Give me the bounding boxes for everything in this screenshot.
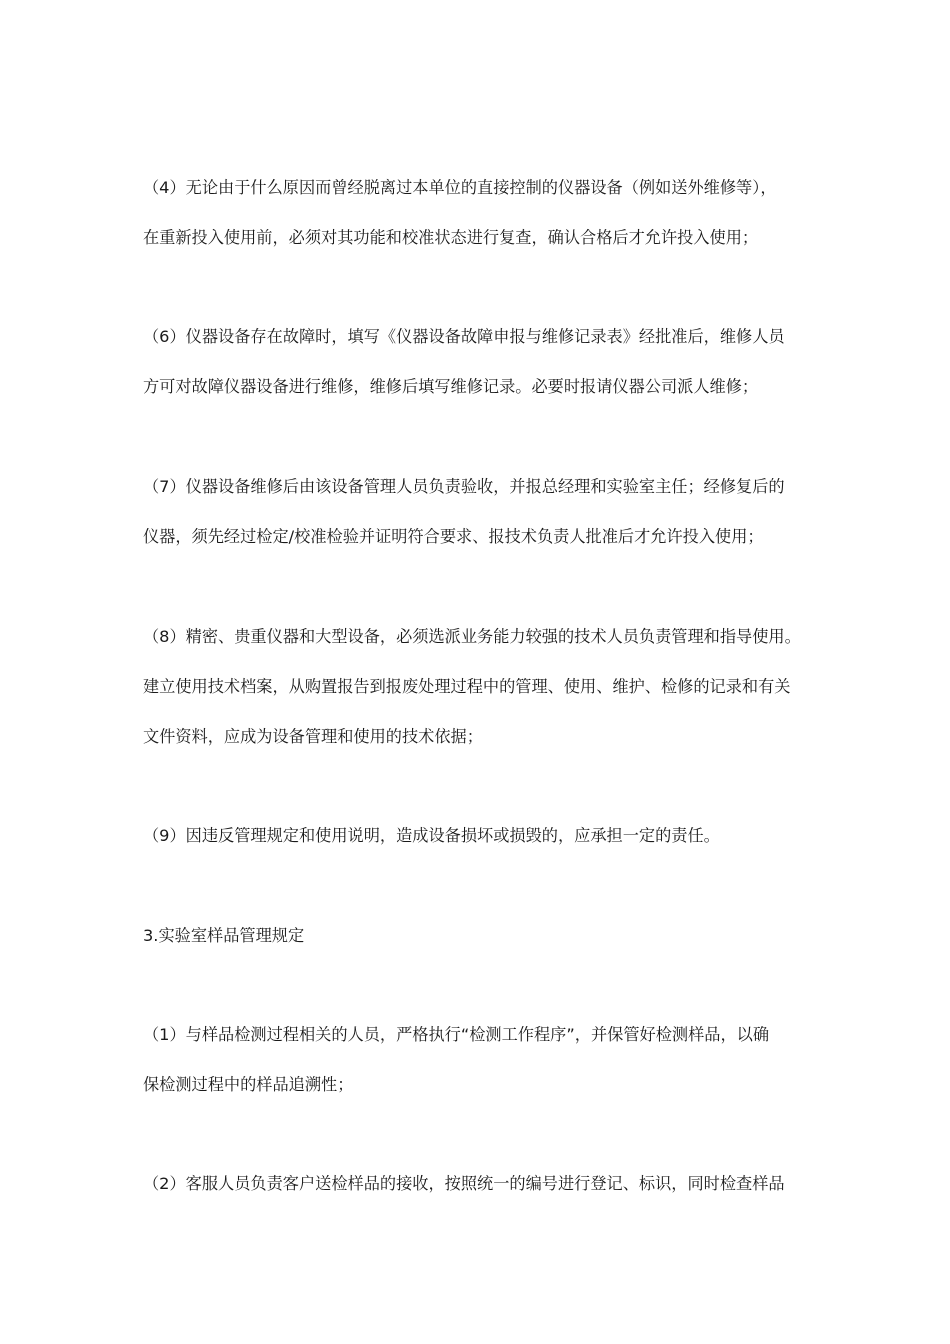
section-heading: 3.实验室样品管理规定 [143,926,305,945]
sample-rule-2-line-1: （2）客服人员负责客户送检样品的接收，按照统一的编号进行登记、标识，同时检查样品 [143,1174,785,1193]
paragraph-6-line-2: 方可对故障仪器设备进行维修，维修后填写维修记录。必要时报请仪器公司派人维修； [143,377,759,396]
paragraph-8-line-1: （8）精密、贵重仪器和大型设备，必须选派业务能力较强的技术人员负责管理和指导使用。 [143,627,801,646]
paragraph-7-line-2: 仪器，须先经过检定/校准检验并证明符合要求、报技术负责人批准后才允许投入使用； [143,527,764,546]
paragraph-9-line-1: （9）因违反管理规定和使用说明，造成设备损坏或损毁的，应承担一定的责任。 [143,826,720,845]
paragraph-7-line-1: （7）仪器设备维修后由该设备管理人员负责验收，并报总经理和实验室主任；经修复后的 [143,477,785,496]
paragraph-8-line-3: 文件资料，应成为设备管理和使用的技术依据； [143,727,483,746]
paragraph-4-line-1: （4）无论由于什么原因而曾经脱离过本单位的直接控制的仪器设备（例如送外维修等）， [143,178,777,197]
sample-rule-1-line-1: （1）与样品检测过程相关的人员，严格执行“检测工作程序”，并保管好检测样品，以确 [143,1025,770,1044]
paragraph-4-line-2: 在重新投入使用前，必须对其功能和校准状态进行复查，确认合格后才允许投入使用； [143,228,759,247]
paragraph-8-line-2: 建立使用技术档案，从购置报告到报废处理过程中的管理、使用、维护、检修的记录和有关 [143,677,791,696]
paragraph-6-line-1: （6）仪器设备存在故障时，填写《仪器设备故障申报与维修记录表》经批准后，维修人员 [143,327,785,346]
sample-rule-1-line-2: 保检测过程中的样品追溯性； [143,1075,354,1094]
